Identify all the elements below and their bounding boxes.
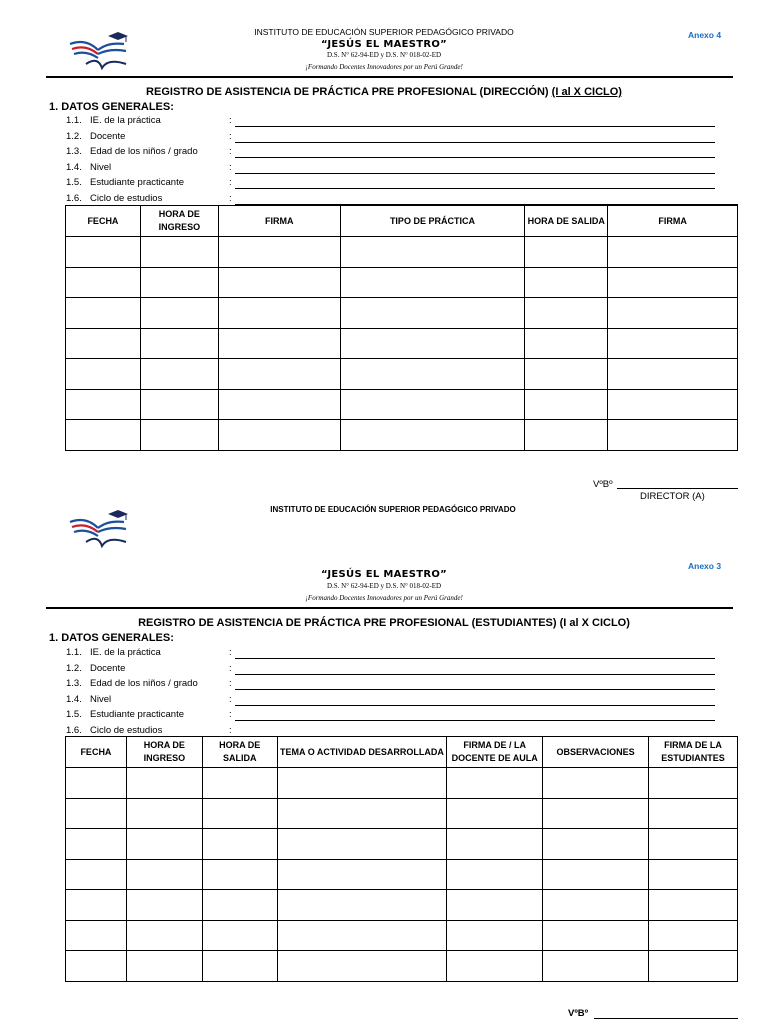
table-cell[interactable] (126, 829, 202, 860)
table-cell[interactable] (608, 420, 738, 451)
table-cell[interactable] (543, 859, 649, 890)
field-number: 1.5. (66, 709, 82, 720)
field-colon: : (229, 678, 232, 689)
field-colon: : (229, 662, 232, 674)
table-cell[interactable] (608, 359, 738, 390)
table-cell[interactable] (66, 798, 127, 829)
table-cell[interactable] (218, 389, 340, 420)
table-cell[interactable] (140, 420, 218, 451)
table-cell[interactable] (218, 420, 340, 451)
table-cell[interactable] (66, 389, 141, 420)
col-fecha: FECHA (66, 206, 141, 237)
table-cell[interactable] (277, 798, 447, 829)
table-cell[interactable] (277, 859, 447, 890)
table-cell[interactable] (277, 951, 447, 982)
table-cell[interactable] (649, 829, 738, 860)
table-cell[interactable] (218, 267, 340, 298)
table-row (66, 951, 738, 982)
field-number: 1.6. (66, 192, 82, 204)
table-cell[interactable] (447, 920, 543, 951)
col2-firma-estudiantes: FIRMA DE LA ESTUDIANTES (649, 737, 738, 768)
table-cell[interactable] (126, 920, 202, 951)
table-cell[interactable] (525, 420, 608, 451)
table-cell[interactable] (218, 328, 340, 359)
field-label: Estudiante practicante (90, 177, 185, 188)
field-colon: : (229, 693, 232, 705)
table-cell[interactable] (218, 298, 340, 329)
table-cell[interactable] (447, 890, 543, 921)
table-cell[interactable] (649, 951, 738, 982)
table-row (66, 267, 738, 298)
table-cell[interactable] (447, 951, 543, 982)
field-input-line[interactable] (235, 689, 715, 690)
table-cell[interactable] (218, 359, 340, 390)
table-cell[interactable] (543, 829, 649, 860)
table-cell[interactable] (126, 951, 202, 982)
table-cell[interactable] (649, 920, 738, 951)
table-cell[interactable] (66, 859, 127, 890)
table-cell[interactable] (525, 298, 608, 329)
table-cell[interactable] (218, 237, 340, 268)
table-row (66, 768, 738, 799)
table-cell[interactable] (202, 829, 277, 860)
table-cell[interactable] (202, 951, 277, 982)
field-label: Nivel (90, 161, 112, 173)
table-cell[interactable] (140, 237, 218, 268)
table-cell[interactable] (525, 267, 608, 298)
field-label: Ciclo de estudios (90, 192, 163, 204)
table-row (66, 859, 738, 890)
table-cell[interactable] (608, 389, 738, 420)
header-rule (46, 76, 733, 78)
table-cell[interactable] (66, 890, 127, 921)
table-cell[interactable] (608, 328, 738, 359)
form-title (34, 86, 734, 98)
field-label: Ciclo de estudios (90, 724, 163, 736)
institute-logo (68, 30, 130, 70)
table-cell[interactable] (66, 951, 127, 982)
table-cell[interactable] (66, 298, 141, 329)
table-cell[interactable] (649, 798, 738, 829)
table-cell[interactable] (608, 267, 738, 298)
table-cell[interactable] (543, 951, 649, 982)
table-cell[interactable] (608, 298, 738, 329)
table-cell[interactable] (543, 890, 649, 921)
table-cell[interactable] (126, 798, 202, 829)
vobo-signature-line[interactable] (617, 488, 738, 489)
table-row (66, 298, 738, 329)
col-hora-ingreso: HORA DE INGRESO (140, 206, 218, 237)
field-input-line[interactable] (235, 188, 715, 189)
table-cell[interactable] (340, 298, 525, 329)
col2-firma-docente: FIRMA DE / LA DOCENTE DE AULA (447, 737, 543, 768)
field-input-line[interactable] (235, 142, 715, 143)
form-title-2: REGISTRO DE ASISTENCIA DE PRÁCTICA PRE PROFESIONAL (ESTUDIANTES) (I al X CICLO) (138, 617, 630, 629)
field-label: Docente (90, 130, 126, 142)
section-heading-2: 1. DATOS GENERALES: (49, 632, 174, 644)
table-cell[interactable] (66, 920, 127, 951)
table-cell[interactable] (66, 267, 141, 298)
attendance-table-direccion (65, 205, 738, 451)
annex-label: Anexo 4 (688, 30, 722, 40)
table-cell[interactable] (66, 328, 141, 359)
table-cell[interactable] (649, 768, 738, 799)
field-number: 1.3. (66, 678, 82, 689)
table-row (66, 890, 738, 921)
field-label: Edad de los niños / grado (90, 678, 198, 689)
field-input-line[interactable] (235, 173, 715, 174)
header-rule-2 (46, 607, 733, 609)
table-cell[interactable] (202, 920, 277, 951)
field-input-line[interactable] (235, 658, 715, 659)
table-cell[interactable] (140, 389, 218, 420)
table-cell[interactable] (140, 328, 218, 359)
col-firma: FIRMA (218, 206, 340, 237)
table-cell[interactable] (340, 328, 525, 359)
table-cell[interactable] (126, 859, 202, 890)
table-cell[interactable] (126, 890, 202, 921)
col2-tema-actividad: TEMA O ACTIVIDAD DESARROLLADA (277, 737, 447, 768)
field-label: IE. de la práctica (90, 647, 161, 658)
table-cell[interactable] (140, 298, 218, 329)
table-cell[interactable] (202, 890, 277, 921)
field-colon: : (229, 724, 232, 736)
table-row (66, 359, 738, 390)
school-name: “JESÚS EL MAESTRO” (320, 39, 448, 50)
form-title-cycle: (I al X CICLO) (551, 86, 622, 98)
table-cell[interactable] (140, 359, 218, 390)
section-heading: 1. DATOS GENERALES: (49, 101, 174, 113)
table-cell[interactable] (66, 829, 127, 860)
table-cell[interactable] (140, 267, 218, 298)
field-number: 1.6. (66, 724, 82, 736)
field-number: 1.3. (66, 146, 82, 157)
field-colon: : (229, 709, 232, 720)
field-label: Estudiante practicante (90, 709, 185, 720)
institute-logo-2 (68, 508, 130, 548)
table-cell[interactable] (649, 890, 738, 921)
field-label: Edad de los niños / grado (90, 146, 198, 157)
decree-text-2: D.S. N° 62-94-ED y D.S. N° 018-02-ED (326, 582, 442, 590)
field-colon: : (229, 146, 232, 157)
table-cell[interactable] (649, 859, 738, 890)
field-input-line[interactable] (235, 674, 715, 675)
field-colon: : (229, 192, 232, 204)
field-number: 1.2. (66, 662, 82, 674)
motto-text-2: ¡Formando Docentes Innovadores por un Perú Grande! (305, 594, 463, 602)
table-cell[interactable] (525, 328, 608, 359)
table-cell[interactable] (66, 768, 127, 799)
table-row (66, 798, 738, 829)
table-cell[interactable] (277, 890, 447, 921)
table-cell[interactable] (340, 420, 525, 451)
table-cell[interactable] (340, 237, 525, 268)
vobo-label-2: VºBº (568, 1008, 589, 1019)
decree-text: D.S. N° 62-94-ED y D.S. N° 018-02-ED (326, 51, 442, 59)
field-label: Docente (90, 662, 126, 674)
col-hora-salida: HORA DE SALIDA (525, 206, 608, 237)
table-cell[interactable] (277, 829, 447, 860)
col2-hora-ingreso: HORA DE INGRESO (126, 737, 202, 768)
col-firma-2: FIRMA (608, 206, 738, 237)
field-number: 1.2. (66, 130, 82, 142)
attendance-table-estudiantes (65, 736, 738, 982)
field-input-line[interactable] (235, 705, 715, 706)
table-cell[interactable] (543, 798, 649, 829)
field-number: 1.4. (66, 693, 82, 705)
table-row (66, 829, 738, 860)
table-row (66, 389, 738, 420)
col2-fecha: FECHA (66, 737, 127, 768)
col2-hora-salida: HORA DE SALIDA (202, 737, 277, 768)
field-colon: : (229, 647, 232, 658)
table-cell[interactable] (543, 920, 649, 951)
field-number: 1.4. (66, 161, 82, 173)
table-cell[interactable] (66, 420, 141, 451)
field-colon: : (229, 115, 232, 126)
motto-text: ¡Formando Docentes Innovadores por un Perú Grande! (305, 63, 463, 71)
table-cell[interactable] (447, 768, 543, 799)
table-cell[interactable] (525, 237, 608, 268)
table-cell[interactable] (447, 798, 543, 829)
table-cell[interactable] (340, 359, 525, 390)
field-number: 1.5. (66, 177, 82, 188)
table-cell[interactable] (340, 389, 525, 420)
table-cell[interactable] (66, 237, 141, 268)
col2-observaciones: OBSERVACIONES (543, 737, 649, 768)
field-input-line[interactable] (235, 720, 715, 721)
table-row (66, 420, 738, 451)
table-cell[interactable] (277, 768, 447, 799)
table-cell[interactable] (447, 829, 543, 860)
vobo-signature-line-2[interactable] (594, 1018, 738, 1019)
table-cell[interactable] (126, 768, 202, 799)
table-cell[interactable] (202, 859, 277, 890)
field-colon: : (229, 161, 232, 173)
field-colon: : (229, 177, 232, 188)
institute-name-2: INSTITUTO DE EDUCACIÓN SUPERIOR PEDAGÓGICO PRIVADO (270, 505, 516, 514)
table-cell[interactable] (525, 389, 608, 420)
field-number: 1.1. (66, 115, 82, 126)
field-input-line[interactable] (235, 126, 715, 127)
field-colon: : (229, 130, 232, 142)
field-label: Nivel (90, 693, 112, 705)
field-label: IE. de la práctica (90, 115, 161, 126)
table-row (66, 328, 738, 359)
form-title-main: REGISTRO DE ASISTENCIA DE PRÁCTICA PRE PROFESIONAL (DIRECCIÓN) (146, 86, 549, 98)
table-cell[interactable] (525, 359, 608, 390)
table-row (66, 920, 738, 951)
table-cell[interactable] (277, 920, 447, 951)
table-cell[interactable] (543, 768, 649, 799)
table-cell[interactable] (340, 267, 525, 298)
director-label: DIRECTOR (A) (640, 491, 705, 502)
table-cell[interactable] (447, 859, 543, 890)
vobo-label: VºBº (593, 479, 613, 490)
col-tipo-practica: TIPO DE PRÁCTICA (340, 206, 525, 237)
table-cell[interactable] (608, 237, 738, 268)
table-cell[interactable] (66, 359, 141, 390)
annex-label-2: Anexo 3 (688, 561, 722, 571)
table-row (66, 237, 738, 268)
field-input-line[interactable] (235, 157, 715, 158)
school-name-2: “JESÚS EL MAESTRO” (320, 569, 448, 580)
field-number: 1.1. (66, 647, 82, 658)
table-cell[interactable] (202, 768, 277, 799)
institute-name: INSTITUTO DE EDUCACIÓN SUPERIOR PEDAGÓGICO PRIVADO (254, 27, 514, 37)
table-cell[interactable] (202, 798, 277, 829)
